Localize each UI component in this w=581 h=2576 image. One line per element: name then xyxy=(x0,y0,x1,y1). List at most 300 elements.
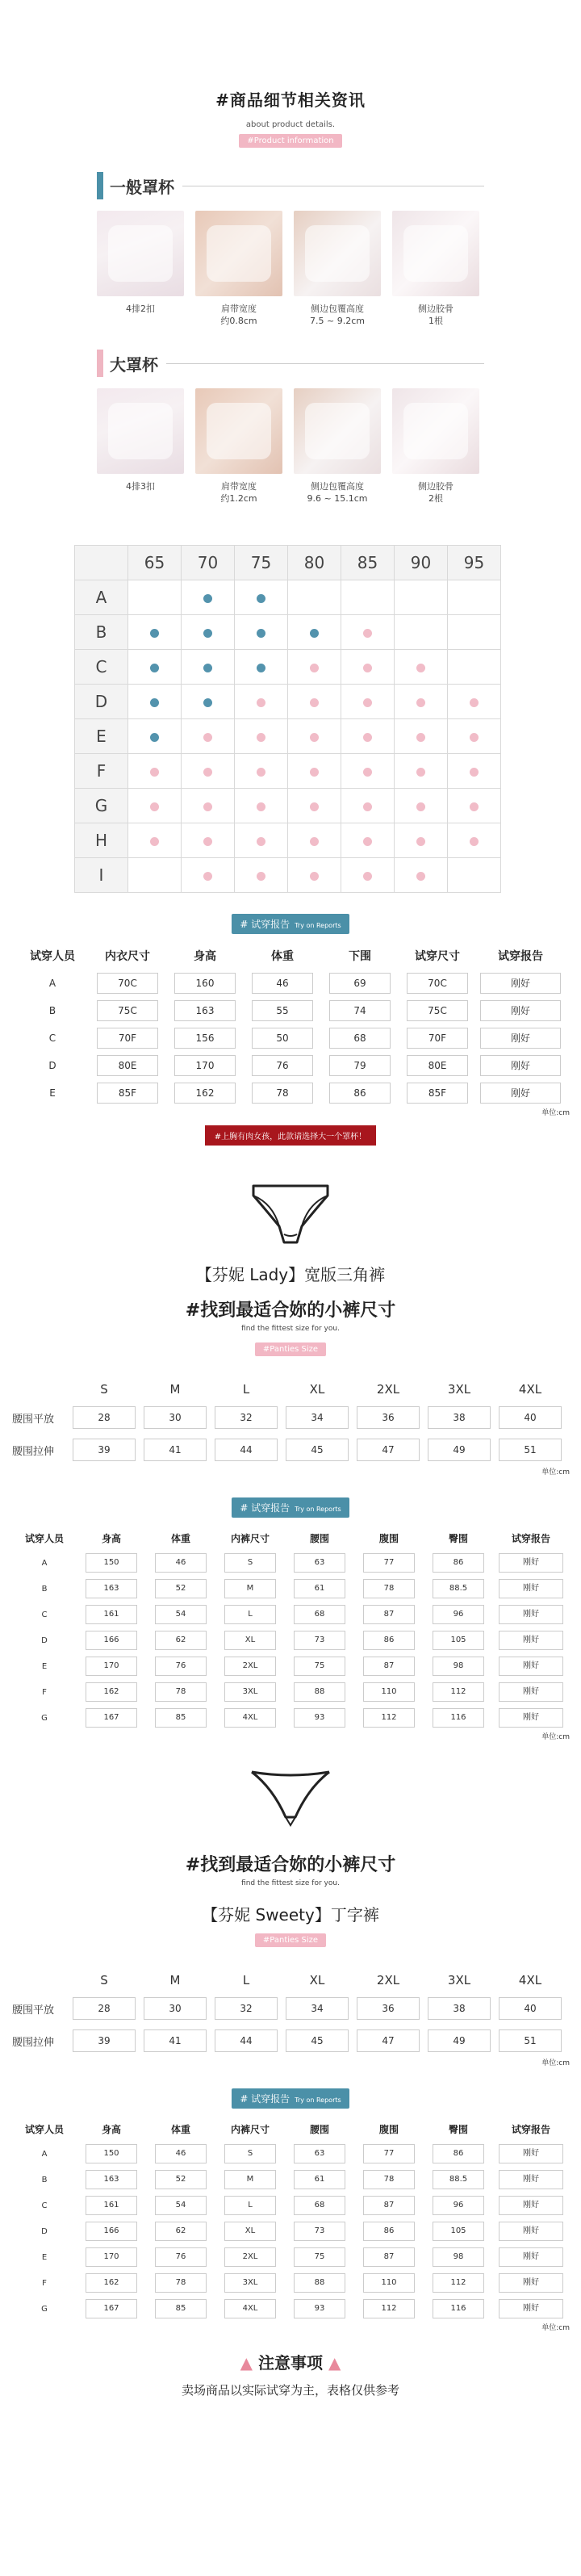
value-box: 85 xyxy=(155,2299,207,2318)
size-header-cell: M xyxy=(169,1382,181,1397)
tag-text: # 试穿报告 xyxy=(240,919,290,930)
grid-cell xyxy=(395,685,448,719)
report-cell xyxy=(146,2273,215,2293)
report-cell xyxy=(493,1708,569,1728)
grid-cell xyxy=(395,823,448,858)
value-box: 76 xyxy=(155,1657,207,1676)
report-cell xyxy=(146,2170,215,2189)
available-dot-pink xyxy=(310,872,319,881)
general-cup-detail-1 xyxy=(97,211,184,327)
report-cell xyxy=(493,2170,569,2189)
report-header-cell: 身高 xyxy=(101,1532,121,1544)
size-header-cell: 3XL xyxy=(447,1382,471,1397)
report-cell xyxy=(399,1028,476,1049)
report-cell: F xyxy=(42,2278,47,2288)
value-box: 76 xyxy=(252,1055,313,1076)
grid-cell xyxy=(341,650,395,685)
report-header-row xyxy=(12,2117,569,2141)
report-cell: D xyxy=(48,1060,56,1071)
value-box: 刚好 xyxy=(499,1579,563,1598)
value-box: 68 xyxy=(294,2196,345,2215)
report-header-cell: 腹围 xyxy=(378,2123,399,2135)
cup-row xyxy=(75,650,501,685)
cup-size-header: H xyxy=(75,823,128,858)
report-cell xyxy=(166,973,244,994)
general-cup-detail-3 xyxy=(294,211,381,327)
report-header-cell: 试穿报告 xyxy=(511,1532,550,1544)
report-header-cell: 腰围 xyxy=(309,2123,329,2135)
value-box: 3XL xyxy=(224,2273,276,2293)
brief-icon xyxy=(249,1181,332,1247)
grid-cell xyxy=(182,823,235,858)
report-cell xyxy=(476,1000,565,1021)
report-cell xyxy=(476,1083,565,1104)
photo-caption: 肩带宽度 约1.2cm xyxy=(220,481,257,504)
large-cup-detail-2 xyxy=(195,388,282,505)
value-box: 112 xyxy=(433,1682,484,1702)
photo-highlight xyxy=(207,225,271,282)
warning-icon: ▲ xyxy=(240,2353,253,2373)
grid-cell xyxy=(128,650,182,685)
report-row xyxy=(12,2193,569,2218)
lady-brief-section xyxy=(0,1181,581,1356)
report-cell xyxy=(493,1605,569,1624)
value-box: 163 xyxy=(174,1000,236,1021)
value-box: 75 xyxy=(294,2247,345,2267)
size-header-cell: 2XL xyxy=(376,1382,400,1397)
report-row xyxy=(12,2167,569,2193)
available-dot-pink xyxy=(310,802,319,811)
value-box: L xyxy=(224,2196,276,2215)
report-cell: B xyxy=(41,2175,48,2184)
report-cell xyxy=(285,1657,354,1676)
value-box: 34 xyxy=(286,1406,349,1429)
value-box: 51 xyxy=(499,2029,562,2052)
size-cell xyxy=(69,1439,140,1461)
report-cell xyxy=(493,2299,569,2318)
value-box: 76 xyxy=(155,2247,207,2267)
value-box: 156 xyxy=(174,1028,236,1049)
available-dot-pink xyxy=(203,802,212,811)
report-cell: C xyxy=(41,2201,48,2210)
value-box: 110 xyxy=(363,1682,415,1702)
value-box: 41 xyxy=(144,2029,207,2052)
grid-cell xyxy=(128,580,182,615)
grid-cell xyxy=(288,615,341,650)
sweety-heading: #找到最适合妳的小裤尺寸 xyxy=(185,1855,396,1875)
grid-cell xyxy=(182,789,235,823)
report-cell xyxy=(285,2273,354,2293)
photo-caption: 侧边包覆高度 7.5 ~ 9.2cm xyxy=(310,304,365,326)
value-box: 85F xyxy=(407,1083,468,1104)
value-box: 63 xyxy=(294,1553,345,1573)
value-box: 166 xyxy=(86,2222,137,2241)
value-box: 150 xyxy=(86,1553,137,1573)
size-row xyxy=(12,1401,569,1434)
value-box: 77 xyxy=(363,2144,415,2163)
value-box: L xyxy=(224,1605,276,1624)
value-box: 161 xyxy=(86,1605,137,1624)
report-header-cell: 内裤尺寸 xyxy=(230,1532,270,1544)
size-cell xyxy=(69,1997,140,2020)
report-cell xyxy=(354,2222,424,2241)
value-box: 40 xyxy=(499,1997,562,2020)
report-header-cell: 臀围 xyxy=(448,2123,468,2135)
available-dot-pink xyxy=(416,837,425,846)
value-box: 39 xyxy=(73,1439,136,1461)
report-cell xyxy=(77,2196,146,2215)
product-information-pill: #Product information xyxy=(239,134,341,148)
size-cell xyxy=(140,1439,211,1461)
report-row xyxy=(12,2270,569,2296)
report-cell xyxy=(493,2144,569,2163)
size-header-cell: L xyxy=(242,1382,250,1397)
grid-cell xyxy=(288,580,341,615)
bra-size-grid xyxy=(74,545,501,893)
value-box: 70F xyxy=(407,1028,468,1049)
value-box: 刚好 xyxy=(499,2273,563,2293)
grid-cell xyxy=(448,789,501,823)
value-box: 105 xyxy=(433,2222,484,2241)
value-box: 28 xyxy=(73,1406,136,1429)
available-dot-pink xyxy=(470,733,479,742)
report-cell xyxy=(321,1083,399,1104)
value-box: 46 xyxy=(252,973,313,994)
size-cell xyxy=(282,2029,353,2052)
size-row xyxy=(12,1992,569,2025)
photo-highlight xyxy=(108,403,173,459)
value-box: 160 xyxy=(174,973,236,994)
available-dot-pink xyxy=(310,768,319,777)
value-box: 86 xyxy=(363,2222,415,2241)
report-cell xyxy=(424,2144,493,2163)
panty-report-2-tag-wrap xyxy=(0,2088,581,2109)
available-dot-pink xyxy=(363,629,372,638)
band-size-header: 70 xyxy=(182,546,235,580)
product-photo xyxy=(294,388,381,474)
available-dot-pink xyxy=(363,802,372,811)
grid-corner xyxy=(75,546,128,580)
report-cell xyxy=(285,2247,354,2267)
value-box: 87 xyxy=(363,2247,415,2267)
band-size-header: 65 xyxy=(128,546,182,580)
available-dot-pink xyxy=(363,733,372,742)
grid-cell xyxy=(341,789,395,823)
value-box: 74 xyxy=(329,1000,391,1021)
size-cell xyxy=(353,2029,424,2052)
grid-cell xyxy=(288,754,341,789)
available-dot-pink xyxy=(416,802,425,811)
grid-cell xyxy=(182,719,235,754)
size-header-cell: M xyxy=(169,1973,181,1987)
section-label: 大罩杯 xyxy=(110,354,158,375)
grid-cell xyxy=(341,823,395,858)
size-cell xyxy=(495,2029,566,2052)
available-dot-pink xyxy=(150,837,159,846)
cup-row xyxy=(75,754,501,789)
grid-cell xyxy=(448,650,501,685)
unit-label: 单位:cm xyxy=(541,1109,570,1117)
value-box: 2XL xyxy=(224,1657,276,1676)
value-box: 162 xyxy=(174,1083,236,1104)
value-box: 116 xyxy=(433,2299,484,2318)
grid-cell xyxy=(288,719,341,754)
value-box: 69 xyxy=(329,973,391,994)
report-row xyxy=(12,2244,569,2270)
report-header-cell: 内衣尺寸 xyxy=(105,950,150,963)
available-dot-pink xyxy=(470,698,479,707)
try-on-report-tag xyxy=(232,914,349,934)
report-cell xyxy=(493,1657,569,1676)
report-cell xyxy=(354,2144,424,2163)
page-subtitle: about product details. xyxy=(245,120,336,129)
value-box: 40 xyxy=(499,1406,562,1429)
value-box: 112 xyxy=(363,1708,415,1728)
value-box: XL xyxy=(224,1631,276,1650)
available-dot-blue xyxy=(203,594,212,603)
tag-text-en: Try on Reports xyxy=(295,922,341,929)
report-cell xyxy=(146,2144,215,2163)
report-cell xyxy=(354,2247,424,2267)
report-cell xyxy=(493,2196,569,2215)
report-cell xyxy=(476,1028,565,1049)
report-cell xyxy=(146,1657,215,1676)
report-cell xyxy=(321,1000,399,1021)
available-dot-pink xyxy=(257,802,265,811)
report-cell xyxy=(285,2144,354,2163)
size-row-label: 腰围平放 xyxy=(12,2004,55,2017)
band-size-header: 75 xyxy=(235,546,288,580)
available-dot-pink xyxy=(150,768,159,777)
value-box: 38 xyxy=(428,1406,491,1429)
value-box: 167 xyxy=(86,1708,137,1728)
available-dot-blue xyxy=(257,594,265,603)
report-cell xyxy=(215,1579,285,1598)
report-cell: A xyxy=(41,1558,48,1568)
value-box: 77 xyxy=(363,1553,415,1573)
grid-cell xyxy=(182,650,235,685)
cup-size-header: E xyxy=(75,719,128,754)
value-box: 150 xyxy=(86,2144,137,2163)
report-cell xyxy=(215,1631,285,1650)
report-cell: G xyxy=(41,1713,48,1723)
grid-cell xyxy=(128,615,182,650)
value-box: 刚好 xyxy=(480,1028,561,1049)
value-box: 30 xyxy=(144,1997,207,2020)
report-cell xyxy=(89,1055,166,1076)
size-cell xyxy=(282,1406,353,1429)
report-header-row xyxy=(16,942,565,970)
size-cell xyxy=(424,2029,495,2052)
general-cup-photos xyxy=(97,211,581,327)
value-box: 98 xyxy=(433,2247,484,2267)
grid-cell xyxy=(341,858,395,893)
available-dot-blue xyxy=(150,698,159,707)
report-cell: C xyxy=(41,1610,48,1619)
value-box: 4XL xyxy=(224,1708,276,1728)
panty-report-1-tag-wrap xyxy=(0,1497,581,1518)
value-box: 86 xyxy=(433,1553,484,1573)
grid-cell xyxy=(182,858,235,893)
report-cell xyxy=(77,2222,146,2241)
cup-size-header: F xyxy=(75,754,128,789)
report-cell xyxy=(285,2170,354,2189)
report-cell xyxy=(424,2273,493,2293)
report-cell xyxy=(77,1708,146,1728)
available-dot-pink xyxy=(470,768,479,777)
report-cell xyxy=(77,2299,146,2318)
unit-label: 单位:cm xyxy=(541,2059,570,2067)
size-cell xyxy=(211,1406,282,1429)
report-row xyxy=(16,1024,565,1052)
size-cell xyxy=(353,1439,424,1461)
value-box: 75C xyxy=(97,1000,158,1021)
value-box: XL xyxy=(224,2222,276,2241)
grid-cell xyxy=(448,580,501,615)
report-cell xyxy=(215,1605,285,1624)
photo-highlight xyxy=(403,403,468,459)
report-cell: A xyxy=(48,978,56,989)
report-cell: E xyxy=(49,1087,56,1099)
report-cell xyxy=(146,1631,215,1650)
value-box: 刚好 xyxy=(499,2247,563,2267)
product-photo xyxy=(294,211,381,296)
size-cell xyxy=(140,2029,211,2052)
cup-row xyxy=(75,823,501,858)
value-box: 78 xyxy=(363,2170,415,2189)
size-cell xyxy=(282,1439,353,1461)
grid-cell xyxy=(341,615,395,650)
page-title: #商品细节相关资讯 xyxy=(215,90,366,110)
report-cell xyxy=(285,1708,354,1728)
value-box: 112 xyxy=(433,2273,484,2293)
report-row xyxy=(16,1079,565,1107)
lady-heading: #找到最适合妳的小裤尺寸 xyxy=(185,1301,396,1321)
grid-header-row xyxy=(75,546,501,580)
available-dot-pink xyxy=(203,768,212,777)
available-dot-blue xyxy=(257,629,265,638)
size-header-cell: 2XL xyxy=(376,1973,400,1987)
cup-row xyxy=(75,719,501,754)
report-cell xyxy=(244,1055,321,1076)
report-cell xyxy=(493,1682,569,1702)
value-box: 68 xyxy=(294,1605,345,1624)
value-box: 44 xyxy=(215,1439,278,1461)
photo-caption: 侧边包覆高度 9.6 ~ 15.1cm xyxy=(307,481,368,504)
report-cell xyxy=(493,1579,569,1598)
grid-cell xyxy=(128,754,182,789)
value-box: 刚好 xyxy=(499,1708,563,1728)
value-box: 112 xyxy=(363,2299,415,2318)
report-cell xyxy=(77,1605,146,1624)
report-header-cell: 试穿报告 xyxy=(498,950,543,963)
size-row-label: 腰围平放 xyxy=(12,1413,55,1426)
report-cell xyxy=(89,1083,166,1104)
value-box: 80E xyxy=(97,1055,158,1076)
report-cell xyxy=(424,2222,493,2241)
cup-size-header: B xyxy=(75,615,128,650)
value-box: 110 xyxy=(363,2273,415,2293)
report-cell xyxy=(166,1055,244,1076)
size-cell xyxy=(69,1406,140,1429)
grid-cell xyxy=(235,823,288,858)
grid-cell xyxy=(235,580,288,615)
available-dot-pink xyxy=(416,733,425,742)
bra-banner-wrap xyxy=(0,1125,581,1146)
value-box: 刚好 xyxy=(499,1657,563,1676)
value-box: 刚好 xyxy=(480,973,561,994)
section-marker xyxy=(97,172,103,199)
report-cell xyxy=(476,1055,565,1076)
value-box: 116 xyxy=(433,1708,484,1728)
value-box: 52 xyxy=(155,1579,207,1598)
value-box: 34 xyxy=(286,1997,349,2020)
product-photo xyxy=(97,211,184,296)
photo-caption: 肩带宽度 约0.8cm xyxy=(220,304,257,326)
value-box: 70C xyxy=(97,973,158,994)
large-cup-detail-1 xyxy=(97,388,184,505)
available-dot-pink xyxy=(257,837,265,846)
value-box: 32 xyxy=(215,1406,278,1429)
value-box: 68 xyxy=(329,1028,391,1049)
unit-label: 单位:cm xyxy=(541,1733,570,1741)
report-cell xyxy=(354,1553,424,1573)
product-details-header xyxy=(0,0,581,148)
available-dot-pink xyxy=(416,872,425,881)
report-cell xyxy=(215,2196,285,2215)
size-header-cell: 3XL xyxy=(447,1973,471,1987)
size-cell xyxy=(424,1406,495,1429)
size-cell xyxy=(211,1997,282,2020)
report-cell: D xyxy=(41,1636,48,1645)
report-row xyxy=(12,1602,569,1627)
report-cell xyxy=(285,2222,354,2241)
report-cell xyxy=(166,1000,244,1021)
value-box: 62 xyxy=(155,1631,207,1650)
report-row xyxy=(16,970,565,997)
report-cell xyxy=(285,2299,354,2318)
value-box: M xyxy=(224,2170,276,2189)
size-header-cell: L xyxy=(242,1973,250,1987)
size-cell xyxy=(495,1997,566,2020)
value-box: 47 xyxy=(357,1439,420,1461)
value-box: 刚好 xyxy=(480,1055,561,1076)
value-box: 刚好 xyxy=(499,1553,563,1573)
value-box: 刚好 xyxy=(499,2299,563,2318)
value-box: 93 xyxy=(294,1708,345,1728)
size-row-label: 腰围拉伸 xyxy=(12,2036,55,2049)
report-cell: B xyxy=(48,1005,56,1016)
available-dot-pink xyxy=(203,837,212,846)
report-cell: A xyxy=(41,2149,48,2159)
report-header-cell: 试穿人员 xyxy=(24,2123,64,2135)
available-dot-pink xyxy=(416,664,425,672)
divider xyxy=(166,363,484,364)
report-cell xyxy=(77,2247,146,2267)
value-box: 刚好 xyxy=(480,1083,561,1104)
report-cell xyxy=(285,1682,354,1702)
available-dot-pink xyxy=(203,872,212,881)
report-cell xyxy=(146,1579,215,1598)
value-box: 61 xyxy=(294,2170,345,2189)
available-dot-pink xyxy=(470,837,479,846)
value-box: M xyxy=(224,1579,276,1598)
value-box: 刚好 xyxy=(499,2144,563,2163)
report-cell xyxy=(146,1553,215,1573)
report-cell xyxy=(493,1553,569,1573)
photo-caption: 侧边胶骨 2根 xyxy=(418,481,454,504)
value-box: 30 xyxy=(144,1406,207,1429)
